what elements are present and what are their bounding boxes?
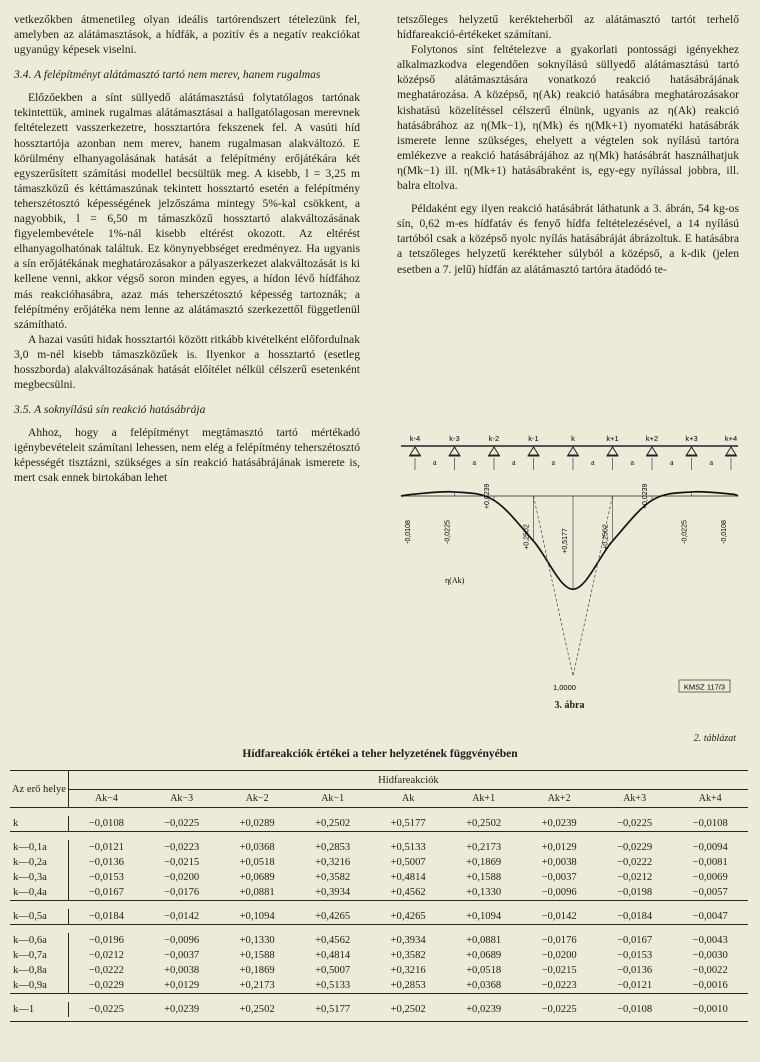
table-cell: −0,0225 [617,818,653,829]
table-cell: +0,2502 [239,1004,275,1015]
table-cell: +0,5007 [390,857,426,868]
table-cell: +0,0239 [541,818,577,829]
group-spacer [10,925,748,934]
row-label: k—0,9a [10,978,68,994]
span-label: a [590,458,595,467]
table-cell: +0,1869 [239,965,275,976]
support-label: k+2 [645,434,659,443]
column-header: Ak−3 [144,790,220,808]
ordinate-value-label: -0,0225 [444,520,452,544]
table-cell: −0,0212 [88,950,124,961]
table-cell: +0,0518 [466,965,502,976]
table-cell: +0,5177 [315,1004,351,1015]
group-spacer [10,901,748,910]
table-cell: −0,0096 [541,887,577,898]
support-label: k-1 [528,434,539,443]
eta-label: η(Ak) [445,576,465,585]
table-cell: −0,0108 [88,818,124,829]
table-cell: −0,0121 [88,842,124,853]
table-cell: +0,2853 [390,980,426,991]
table-cell: −0,0200 [164,872,200,883]
span-label: a [669,458,674,467]
table-cell: −0,0022 [692,965,728,976]
table-cell: −0,0229 [88,980,124,991]
table-cell: +0,1094 [239,911,275,922]
table-cell: −0,0121 [617,980,653,991]
table-cell: +0,5133 [315,980,351,991]
ordinate-value-label: -0,0225 [681,520,689,544]
support-label: k+4 [724,434,738,443]
table-cell: +0,1869 [466,857,502,868]
table-cell: +0,0368 [239,842,275,853]
row-label: k [10,816,68,832]
column-header: Ak+4 [672,790,748,808]
table-title: Hídfareakciók értékei a teher helyzetének függvényében [242,748,518,760]
support-triangle [687,447,697,455]
table-cell: +0,1330 [466,887,502,898]
section-3-5-paragraph-1: Ahhoz, hogy a felépítményt megtámasztó tartó mértékadó igénybevételeit számítani lehessen, nem elég a felépítmény teherszétosztó képességét tisztázni, szükséges a sín reakció hatásábrájának ismerete is, mert csak ennek birtokában lehet [14,426,360,485]
table-cell: +0,0881 [239,887,275,898]
table-cell: +0,1094 [466,911,502,922]
table-bottom-rule [10,1017,748,1022]
right-paragraph-2: Folytonos sínt feltételezve a gyakorlati pontossági igényekhez alkalmazkodva elegendően soknyílású süllyedő alátámasztású tartó középső alátámasztására vonatkozó reakció hatásábrájának meghatározása. A középső, η(Ak) reakció hatásábra meghatározásakor kishatású közelítéssel célszerű élnünk, ugyanis az η(Ak) reakció hatásábrához az η(Mk−1), η(Mk) és η(Mk+1) nyomatéki hatásábrák ismerete lenne szükséges, ehelyett a végtelen sok nyílású tartóra emlékezve a reakció hatásábrájához az η(Mk) hatásábrát használhatjuk η(Mk−1) ill. η(Mk+1) hatásábraként is, egy-egy nyílással jobbra, ill. balra eltolva. [397,43,739,193]
table-cell: +0,5133 [390,842,426,853]
table-cell: +0,0129 [541,842,577,853]
span-label: a [511,458,516,467]
table-cell: −0,0153 [88,872,124,883]
table-cell: +0,2853 [315,842,351,853]
table-cell: −0,0043 [692,935,728,946]
continued-paragraph: tetszőleges helyzetű kerékteherből az alátámasztó tartót terhelő hídfareakció-értékeket számítani. [397,13,739,42]
table-cell: +0,3216 [390,965,426,976]
stamp-label: KMSZ 117/3 [683,682,726,692]
column-header: Ak [370,790,446,808]
figure-caption: 3. ábra [554,700,585,711]
table-cell: −0,0136 [617,965,653,976]
support-triangle [450,447,460,455]
table-cell: +0,0881 [466,935,502,946]
table-cell: +0,4265 [315,911,351,922]
span-label: a [551,458,556,467]
column-header: Ak+1 [446,790,522,808]
support-triangle [608,447,618,455]
table-row [10,948,748,963]
table-cell: −0,0200 [541,950,577,961]
table-cell: −0,0037 [164,950,200,961]
table-cell: +0,2502 [315,818,351,829]
table-cell: +0,4265 [390,911,426,922]
table-cell: −0,0094 [692,842,728,853]
table-cell: +0,0038 [541,857,577,868]
table-cell: +0,3934 [390,935,426,946]
table-cell: −0,0047 [692,911,728,922]
table-cell: −0,0081 [692,857,728,868]
table-row [10,840,748,855]
column-header: Ak−4 [68,790,144,808]
support-label: k [571,434,575,443]
span-label: a [432,458,437,467]
table-cell: −0,0225 [541,1004,577,1015]
table-cell: −0,0223 [164,842,200,853]
table-cell: −0,0184 [88,911,124,922]
table-cell: +0,0239 [164,1004,200,1015]
intro-paragraph: vetkezőkben átmenetileg olyan ideális tartórendszert tételezünk fel, amelyben az alátámasztások, a hídfák, a pozitív és a negatív reakciókat ugyanúgy képesek viselni. [14,13,360,57]
table-cell: −0,0215 [164,857,200,868]
table-row [10,855,748,870]
table-number: 2. táblázat [693,733,736,744]
table-row [10,933,748,948]
table-cell: −0,0196 [88,935,124,946]
table-cell: +0,0518 [239,857,275,868]
group-spacer [10,808,748,817]
row-label: k—0,1a [10,840,68,855]
table-cell: −0,0229 [617,842,653,853]
support-label: k+1 [606,434,619,443]
table-cell: −0,0184 [617,911,653,922]
table-cell: +0,4562 [315,935,351,946]
table-cell: −0,0225 [164,818,200,829]
reaction-table [10,770,748,1022]
ordinate-value-label: -0,0108 [405,520,412,544]
table-cell: −0,0223 [541,980,577,991]
support-label: k+3 [685,434,698,443]
row-header: Az erő helye [10,771,68,808]
row-label: k—0,5a [10,909,68,925]
left-text-column [14,12,360,486]
table-cell: −0,0142 [541,911,577,922]
section-3-5-heading: 3.5. A soknyílású sín reakció hatásábrája [14,403,206,417]
table-row [10,816,748,832]
table-cell: −0,0198 [617,887,653,898]
row-label: k—0,3a [10,870,68,885]
support-label: k-4 [409,434,421,443]
right-paragraph-3: Példaként egy ilyen reakció hatásábrát láthatunk a 3. ábrán, 54 kg-os sín, 0,62 m-es hídfatáv és fenyő hídfa feltételezésével, a 14 nyílású tartóból csak a középső nyolc nyílás hatásábráját ábrázoltuk. E hatásábra a tetszőleges helyzetű kerékteher súlyból a középső, a k-dik (jelen esetben a 7. jelű) hídfán az alátámasztó tartóra átadódó te- [397,202,739,276]
table-cell: −0,0108 [617,1004,653,1015]
table-cell: −0,0176 [541,935,577,946]
group-spacer [10,832,748,841]
table-cell: +0,3582 [390,950,426,961]
table-cell: +0,2502 [390,1004,426,1015]
table-cell: −0,0222 [88,965,124,976]
table-row [10,909,748,925]
unit-value-label: 1,0000 [553,683,576,692]
support-label: k-3 [449,434,460,443]
table-cell: +0,0368 [466,980,502,991]
section-3-4-paragraph-2: A hazai vasúti hidak hossztartói között ritkább kivételként előfordulnak 3,0 m-nél kisebb támaszközűek is. Ilyenkor a hossztartó (esetleg hosszborda) alakváltozásának hatását előítélet nélkül célszerű esetenként megbecsülni. [14,332,360,392]
table-row [10,870,748,885]
span-label: a [630,458,635,467]
table-cell: +0,0689 [239,872,275,883]
table-cell: +0,3582 [315,872,351,883]
table-cell: +0,0038 [164,965,200,976]
table-cell: −0,0167 [617,935,653,946]
support-triangle [410,447,420,455]
table-cell: +0,5177 [390,818,426,829]
table-cell: −0,0167 [88,887,124,898]
influence-line-figure [397,432,742,712]
table-cell: −0,0030 [692,950,728,961]
row-label: k—0,7a [10,948,68,963]
table-cell: +0,4562 [390,887,426,898]
table-cell: −0,0212 [617,872,653,883]
column-header: Ak+3 [597,790,673,808]
table-cell: +0,1588 [239,950,275,961]
table-cell: +0,5007 [315,965,351,976]
row-label: k—1 [10,1002,68,1017]
table-cell: −0,0225 [88,1004,124,1015]
ordinate-value-label: +0,2502 [602,524,610,550]
table-cell: +0,2173 [239,980,275,991]
table-cell: −0,0037 [541,872,577,883]
table-cell: +0,2173 [466,842,502,853]
right-text-column [397,12,739,277]
table-cell: −0,0016 [692,980,728,991]
table-cell: −0,0136 [88,857,124,868]
table-cell: +0,1330 [239,935,275,946]
table-cell: −0,0176 [164,887,200,898]
ordinate-value-label: +0,2502 [523,524,531,550]
column-header: Ak−1 [295,790,371,808]
group-spacer [10,994,748,1003]
table-cell: +0,0689 [466,950,502,961]
ordinate-value-label: +0,0239 [484,483,491,510]
section-3-4-paragraph-1: Előzőekben a sínt süllyedő alátámasztású folytatólagos tartónak tekintettük, aminek rugalmas alátámasztásai a hallgatólagosan merevnek feltételezett vasszerkezetre, hossztartóra fekszenek fel. A vasúti híd hossztartója azonban nem merev, hanem rugalmasan alakváltozó. E körülmény elhanyagolásának hatását a felépítmény erőjátékára két egyszerűsített számítási modellel becsültük meg. A kisebb, l = 3,25 m támaszközű és kéttámaszúnak tekintett hossztartó esetén a felépítmény teherszétosztó képességének jelzőszáma mintegy 5%-kal csökkent, a nagyobbik, l = 6,50 m támaszközű hossztartó alakváltozásának figyelembevétele 1%-nál kisebb eltérést okozott. Az eltérést elhanyagolhatónak találtuk. Ez könynyebbséget eredményez. Ha ugyanis a sín erőjátékának meghatározásakor a pályaszerkezet alakváltozását is ki kellene venni, akkor végső soron minden egyes, a hídon lévő hídfához más reakcióhasábra, azaz más teherszétosztó képesség tartoznák; a felépítmény erőjátéka nem lenne az alátámasztó szerkezettől függetlenül számítható. [14,91,360,331]
table-cell: −0,0057 [692,887,728,898]
table-cell: +0,3934 [315,887,351,898]
support-triangle [529,447,539,455]
table-cell: +0,0289 [239,818,275,829]
support-label: k-2 [488,434,500,443]
support-triangle [568,447,578,455]
row-label: k—0,4a [10,885,68,901]
support-triangle [489,447,499,455]
table-cell: −0,0153 [617,950,653,961]
row-label: k—0,6a [10,933,68,948]
support-triangle [647,447,657,455]
ordinate-value-label: +0,0239 [642,483,649,510]
section-3-4-heading: 3.4. A felépítményt alátámasztó tartó nem merev, hanem rugalmas [14,68,321,82]
ordinate-value-label: +0,5177 [562,528,569,554]
ordinate-value-label: -0,0108 [721,520,728,544]
table-cell: +0,0129 [164,980,200,991]
table-cell: +0,3216 [315,857,351,868]
table-row [10,885,748,901]
table-row [10,1002,748,1017]
table-cell: +0,2502 [466,818,502,829]
table-cell: +0,0239 [466,1004,502,1015]
row-label: k—0,8a [10,963,68,978]
table-cell: +0,4814 [390,872,426,883]
table-cell: −0,0222 [617,857,653,868]
table-row [10,963,748,978]
table-cell: −0,0142 [164,911,200,922]
column-header: Ak+2 [521,790,597,808]
table-cell: −0,0069 [692,872,728,883]
row-label: k—0,2a [10,855,68,870]
column-header: Ak−2 [219,790,295,808]
group-header: Hídfareakciók [68,771,748,790]
table-cell: −0,0010 [692,1004,728,1015]
span-label: a [709,458,714,467]
table-cell: −0,0096 [164,935,200,946]
influence-line-diagram [397,432,742,700]
table-row [10,978,748,994]
table-cell: −0,0108 [692,818,728,829]
table-cell: −0,0215 [541,965,577,976]
support-triangle [726,447,736,455]
span-label: a [472,458,477,467]
table-cell: +0,4814 [315,950,351,961]
table-cell: +0,1588 [466,872,502,883]
